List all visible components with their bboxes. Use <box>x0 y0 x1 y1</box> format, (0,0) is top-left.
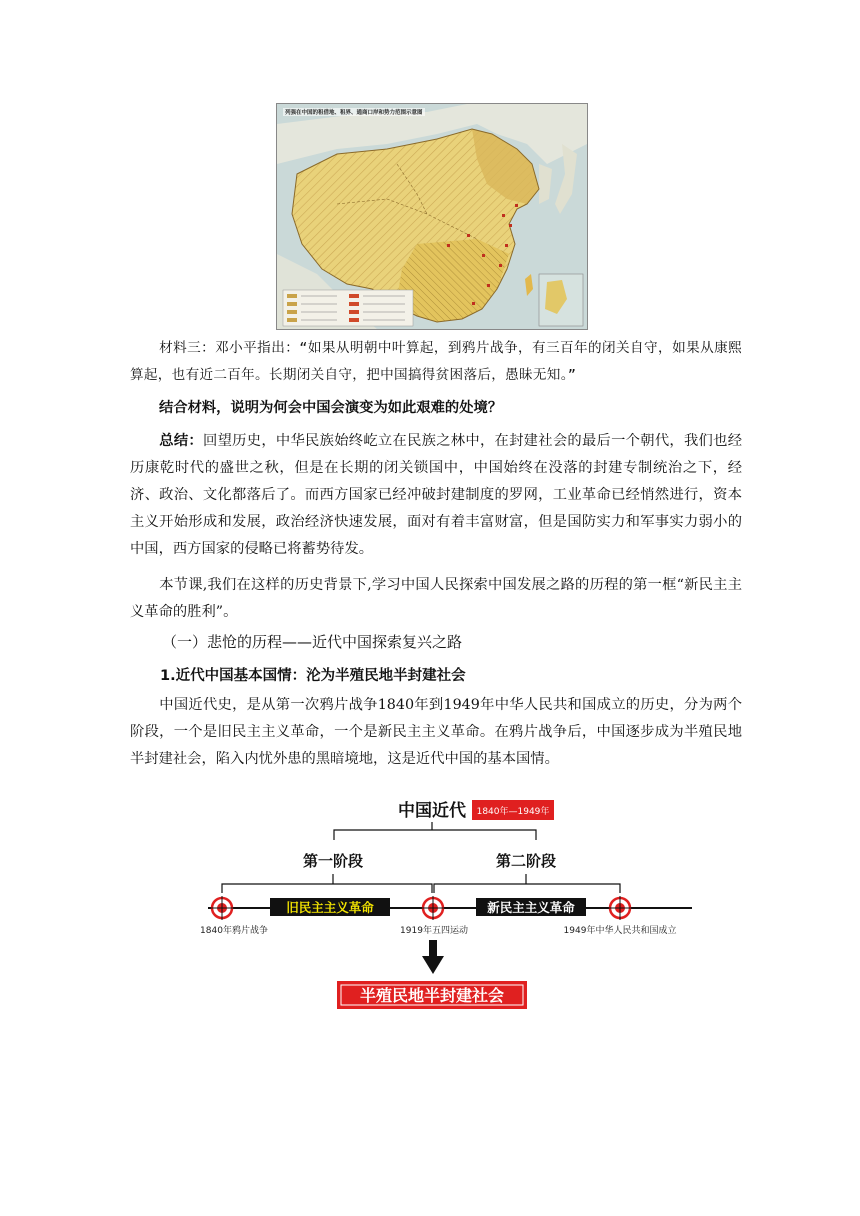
stage-one-bracket <box>222 884 432 893</box>
material-three-paragraph <box>130 335 742 389</box>
history-text: 中国近代史，是从第一次鸦片战争1840年到1949年中华人民共和国成立的历史，分为两个阶段，一个是旧民主主义革命，一个是新民主主义革命。在鸦片战争后，中国逐步成为半殖民地半封建社会，陷入内忧外患的黑暗境地，这是近代中国的基本国情。 <box>130 697 742 767</box>
modern-china-timeline <box>200 790 700 1015</box>
material-three-text: 材料三：邓小平指出：“如果从明朝中叶算起，到鸦片战争，有三百年的闭关自守，如果从康熙算起，也有近二百年。长期闭关自守，把中国搞得贫困落后，愚昧无知。” <box>130 340 742 383</box>
marker-1840 <box>210 896 234 920</box>
timeline-title: 中国近代 <box>398 801 466 821</box>
down-arrow-icon <box>422 940 444 974</box>
result-label: 半殖民地半封建社会 <box>359 986 505 1005</box>
section-heading: （一）悲怆的历程——近代中国探索复兴之路 <box>162 633 463 651</box>
summary-paragraph <box>130 428 742 563</box>
imperialism-map-figure <box>276 103 588 330</box>
marker-1919 <box>421 896 445 920</box>
sub-heading: 1.近代中国基本国情：沦为半殖民地半封建社会 <box>160 668 466 684</box>
event-1949-label: 1949年中华人民共和国成立 <box>563 926 677 936</box>
summary-text: 回望历史，中华民族始终屹立在民族之林中，在封建社会的最后一个朝代，我们也经历康乾时代的盛世之秋，但是在长期的闭关锁国中，中国始终在没落的封建专制统治之下，经济、政治、文化都落后了。而西方国家已经冲破封建制度的罗网，工业革命已经悄然进行，资本主义开始形成和发展，政治经济快速发展，面对有着丰富财富，但是国防实力和军事实力弱小的中国，西方国家的侵略已将蓄势待发。 <box>130 433 743 557</box>
map-title: 列强在中国的租借地、租界、通商口岸和势力范围示意图 <box>285 110 423 116</box>
stage-two-label: 第二阶段 <box>495 852 557 870</box>
stage-two-bracket <box>434 884 620 893</box>
new-revolution-label: 新民主主义革命 <box>487 900 575 915</box>
top-bracket <box>334 830 536 840</box>
history-paragraph <box>130 692 742 773</box>
old-revolution-label: 旧民主主义革命 <box>286 900 374 915</box>
map-image <box>277 104 587 329</box>
event-1840-label: 1840年鸦片战争 <box>200 926 268 936</box>
intro-text: 本节课,我们在这样的历史背景下,学习中国人民探索中国发展之路的历程的第一框“新民主主义革命的胜利”。 <box>130 577 742 620</box>
range-badge: 1840年—1949年 <box>476 807 550 817</box>
question-paragraph <box>130 395 742 422</box>
stage-one-label: 第一阶段 <box>302 852 364 870</box>
question-text: 结合材料，说明为何会中国会演变为如此艰难的处境？ <box>159 400 503 416</box>
intro-paragraph <box>130 572 742 626</box>
timeline-diagram <box>200 790 700 1015</box>
marker-1949 <box>608 896 632 920</box>
summary-label: 总结： <box>159 433 204 449</box>
event-1919-label: 1919年五四运动 <box>400 926 468 936</box>
